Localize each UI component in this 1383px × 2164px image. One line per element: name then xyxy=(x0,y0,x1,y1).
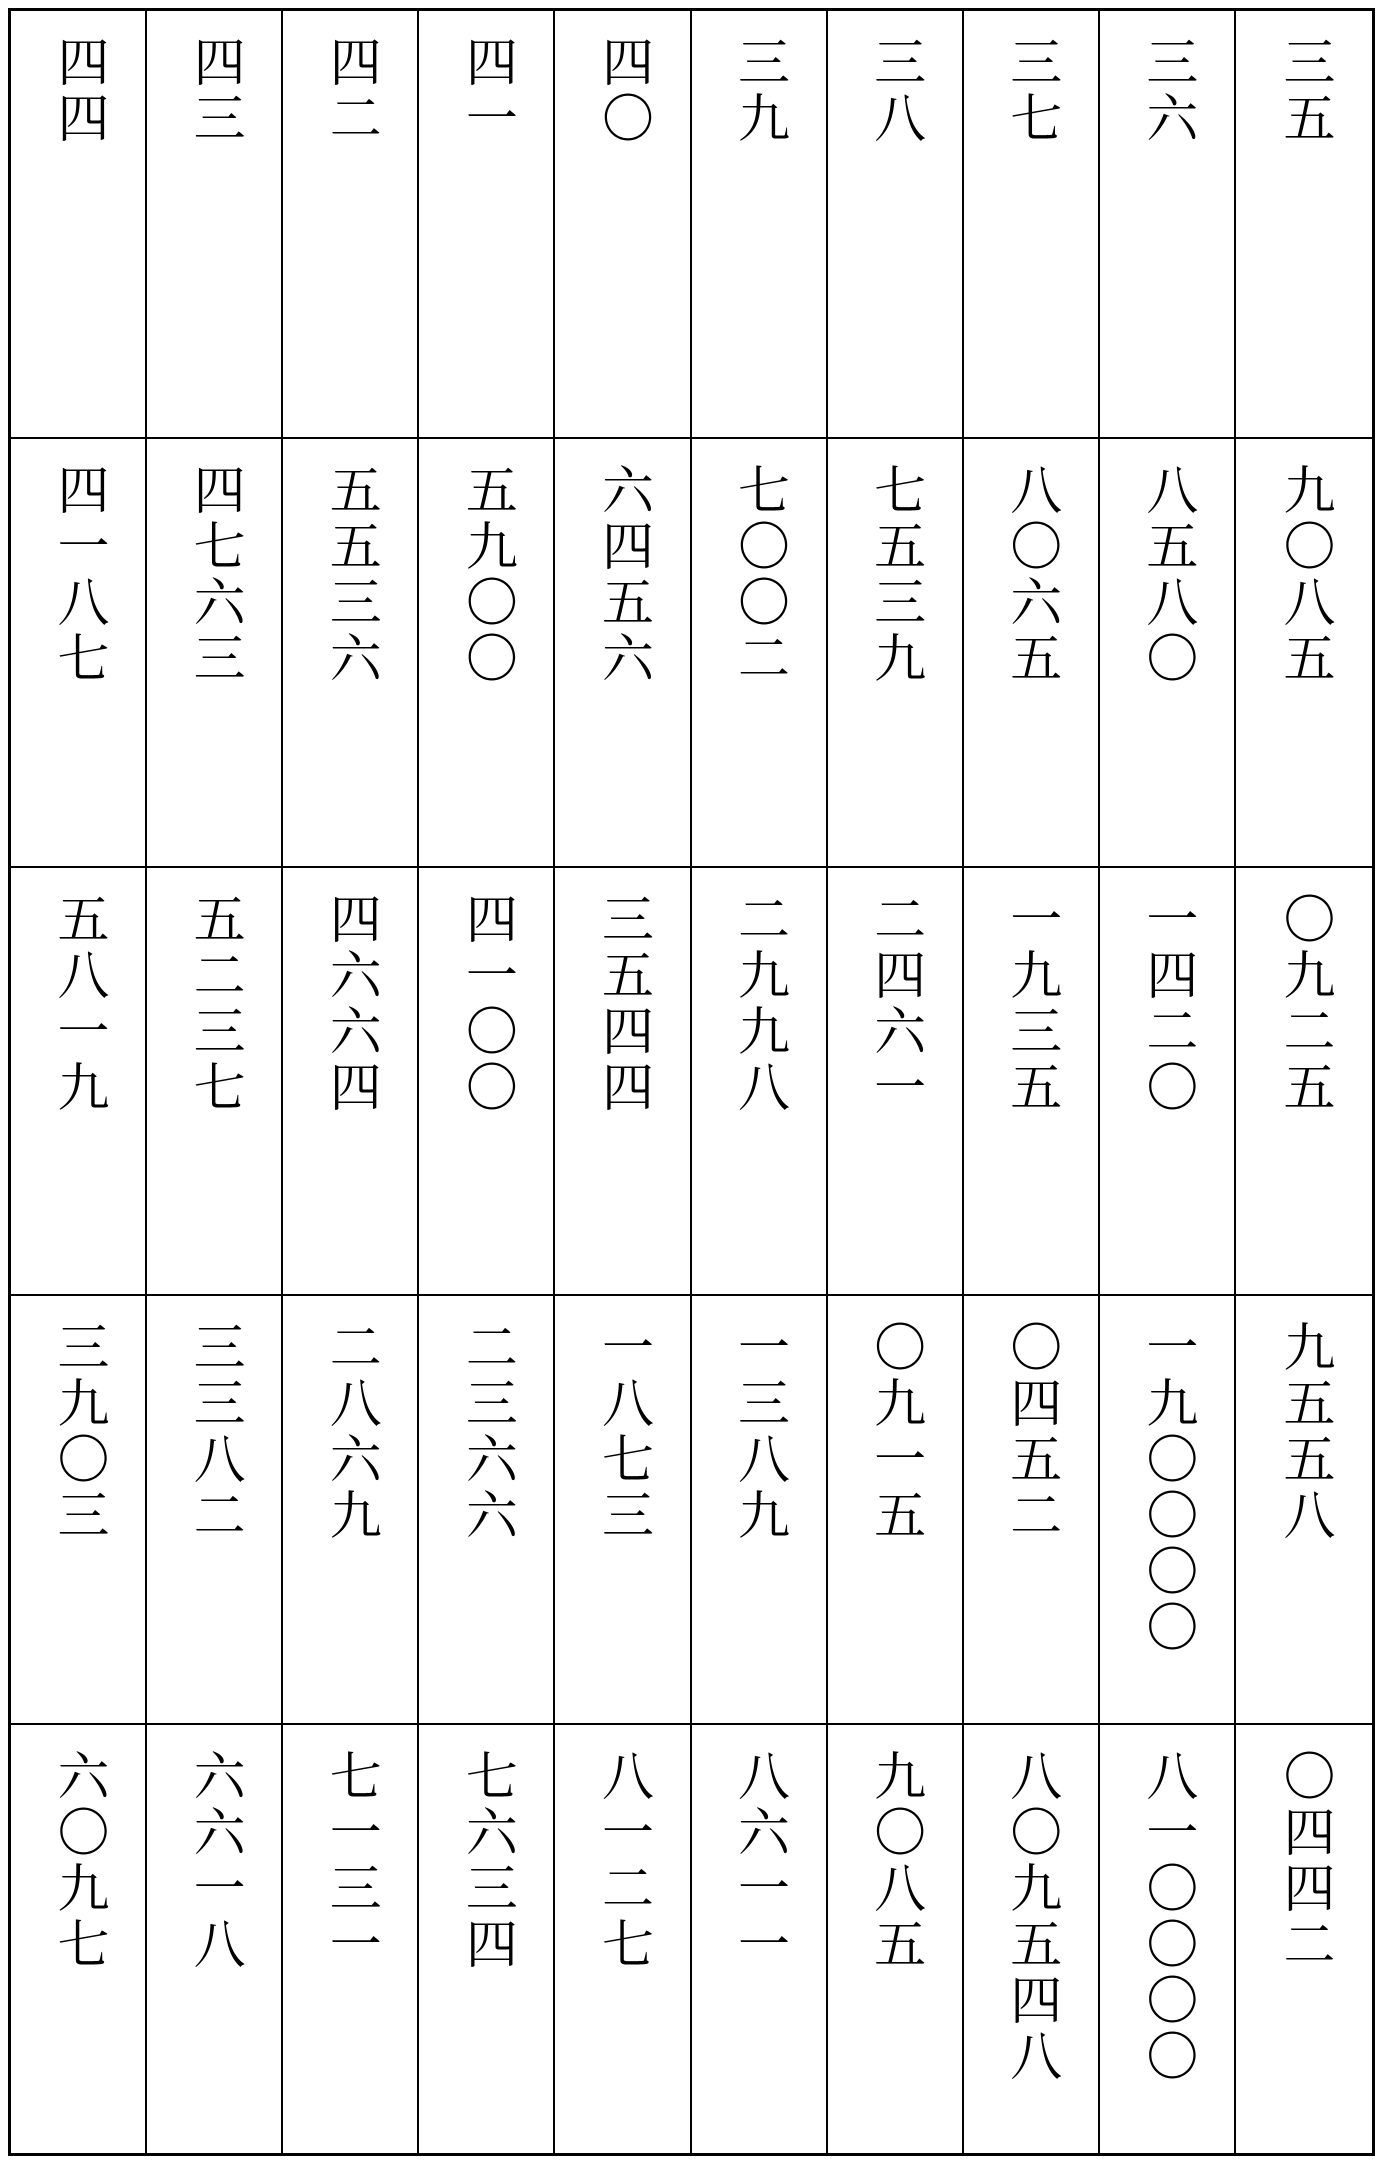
cell-text: 六四五六 xyxy=(592,463,653,688)
cell-text: 八一〇〇〇〇 xyxy=(1136,1748,1197,2085)
table-cell xyxy=(692,1296,828,1724)
table-cell xyxy=(147,868,283,1296)
cell-text: 三五 xyxy=(1273,35,1334,147)
table-cell xyxy=(283,1725,419,2153)
table-cell xyxy=(11,1725,147,2153)
table-cell xyxy=(147,1725,283,2153)
table-cell xyxy=(11,868,147,1296)
cell-text: 三九〇三 xyxy=(48,1320,109,1545)
cell-text: 三九 xyxy=(728,35,789,147)
cell-text: 三七 xyxy=(1000,35,1061,147)
table-cell xyxy=(1236,1296,1372,1724)
cell-text: 六〇九七 xyxy=(48,1748,109,1973)
table-cell xyxy=(283,439,419,867)
data-table xyxy=(8,8,1375,2156)
cell-text: 八五八〇 xyxy=(1136,463,1197,688)
table-cell xyxy=(147,11,283,439)
cell-text: 四一八七 xyxy=(48,463,109,688)
table-cell xyxy=(555,868,691,1296)
cell-text: 四六六四 xyxy=(320,891,381,1116)
cell-text: 五九〇〇 xyxy=(456,463,517,688)
table-cell xyxy=(828,868,964,1296)
cell-text: 〇四四二 xyxy=(1273,1748,1334,1973)
cell-text: 八六一一 xyxy=(728,1748,789,1973)
cell-text: 六六一八 xyxy=(184,1748,245,1973)
table-cell xyxy=(828,1296,964,1724)
cell-text: 一四二〇 xyxy=(1136,891,1197,1116)
cell-text: 三六 xyxy=(1136,35,1197,147)
table-cell xyxy=(964,1725,1100,2153)
table-cell xyxy=(11,1296,147,1724)
table-cell xyxy=(1236,1725,1372,2153)
table-cell xyxy=(147,1296,283,1724)
cell-text: 一九三五 xyxy=(1000,891,1061,1116)
table-cell xyxy=(692,11,828,439)
table-cell xyxy=(555,439,691,867)
table-cell xyxy=(828,1725,964,2153)
cell-text: 〇四五二 xyxy=(1000,1320,1061,1545)
table-cell xyxy=(11,439,147,867)
cell-text: 二九九八 xyxy=(728,891,789,1116)
table-cell xyxy=(692,868,828,1296)
table-cell xyxy=(692,439,828,867)
cell-text: 三三八二 xyxy=(184,1320,245,1545)
table-cell xyxy=(283,868,419,1296)
cell-text: 七五三九 xyxy=(864,463,925,688)
cell-text: 三八 xyxy=(864,35,925,147)
table-cell xyxy=(419,439,555,867)
cell-text: 四一 xyxy=(456,35,517,147)
cell-text: 四四 xyxy=(48,35,109,147)
cell-text: 四三 xyxy=(184,35,245,147)
cell-text: 三五四四 xyxy=(592,891,653,1116)
table-cell xyxy=(147,439,283,867)
table-cell xyxy=(1236,868,1372,1296)
cell-text: 九五五八 xyxy=(1273,1320,1334,1545)
table-cell xyxy=(1236,11,1372,439)
cell-text: 一三八九 xyxy=(728,1320,789,1545)
table-cell xyxy=(1236,439,1372,867)
table-cell xyxy=(1100,1725,1236,2153)
table-cell xyxy=(555,1296,691,1724)
cell-text: 二八六九 xyxy=(320,1320,381,1545)
table-cell xyxy=(419,1296,555,1724)
table-cell xyxy=(419,868,555,1296)
table-cell xyxy=(1100,868,1236,1296)
cell-text: 八〇九五四八 xyxy=(1000,1748,1061,2085)
cell-text: 五二三七 xyxy=(184,891,245,1116)
table-cell xyxy=(1100,439,1236,867)
table-cell xyxy=(1100,1296,1236,1724)
table-cell xyxy=(11,11,147,439)
table-cell xyxy=(555,1725,691,2153)
table-cell xyxy=(964,439,1100,867)
table-cell xyxy=(964,11,1100,439)
table-cell xyxy=(419,1725,555,2153)
table-cell xyxy=(964,868,1100,1296)
table-cell xyxy=(964,1296,1100,1724)
cell-text: 七六三四 xyxy=(456,1748,517,1973)
cell-text: 〇九一五 xyxy=(864,1320,925,1545)
cell-text: 二三六六 xyxy=(456,1320,517,1545)
cell-text: 一八七三 xyxy=(592,1320,653,1545)
table-cell xyxy=(283,11,419,439)
cell-text: 七〇〇二 xyxy=(728,463,789,688)
cell-text: 八一二七 xyxy=(592,1748,653,1973)
cell-text: 五五三六 xyxy=(320,463,381,688)
cell-text: 四一〇〇 xyxy=(456,891,517,1116)
table-cell xyxy=(692,1725,828,2153)
cell-text: 八〇六五 xyxy=(1000,463,1061,688)
cell-text: 九〇八五 xyxy=(1273,463,1334,688)
table-cell xyxy=(828,439,964,867)
table-cell xyxy=(283,1296,419,1724)
cell-text: 二四六一 xyxy=(864,891,925,1116)
cell-text: 九〇八五 xyxy=(864,1748,925,1973)
cell-text: 七一三一 xyxy=(320,1748,381,1973)
table-cell xyxy=(419,11,555,439)
cell-text: 四二 xyxy=(320,35,381,147)
cell-text: 〇九二五 xyxy=(1273,891,1334,1116)
table-cell xyxy=(555,11,691,439)
cell-text: 一九〇〇〇〇 xyxy=(1136,1320,1197,1657)
cell-text: 五八一九 xyxy=(48,891,109,1116)
table-cell xyxy=(828,11,964,439)
cell-text: 四七六三 xyxy=(184,463,245,688)
cell-text: 四〇 xyxy=(592,35,653,147)
table-cell xyxy=(1100,11,1236,439)
